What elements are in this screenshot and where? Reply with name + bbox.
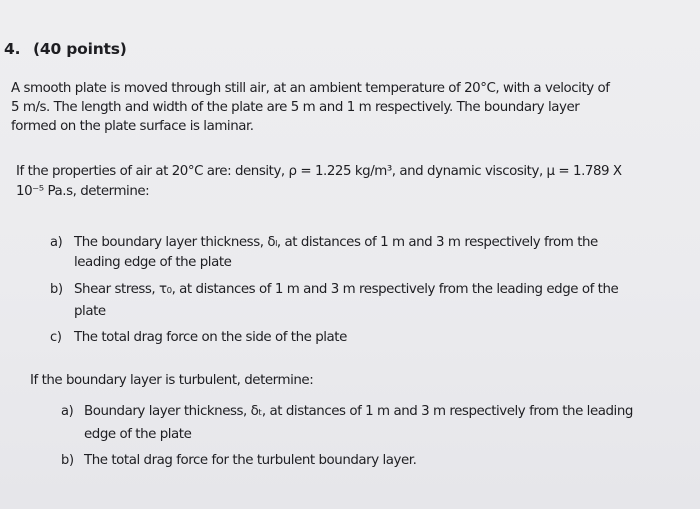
problem-number: 4. bbox=[4, 40, 21, 58]
properties-line-1: If the properties of air at 20°C are: density, ρ = 1.225 kg/m³, and dynamic viscosity, μ = 1.789 X bbox=[16, 164, 622, 179]
intro-line-1: A smooth plate is moved through still air, at an ambient temperature of 20°C, with a velocity of bbox=[11, 81, 610, 96]
turbulent-item-a-marker: a) bbox=[61, 404, 74, 419]
laminar-item-a-line-1: The boundary layer thickness, δₗ, at distances of 1 m and 3 m respectively from the bbox=[74, 235, 598, 250]
problem-points: (40 points) bbox=[33, 40, 127, 58]
turbulent-item-b-marker: b) bbox=[61, 453, 74, 468]
turbulent-item-a-line-2: edge of the plate bbox=[84, 427, 192, 442]
turbulent-item-b-line-1: The total drag force for the turbulent boundary layer. bbox=[84, 453, 417, 468]
laminar-item-c-marker: c) bbox=[50, 330, 62, 345]
laminar-item-b-line-2: plate bbox=[74, 304, 106, 319]
laminar-item-a-line-2: leading edge of the plate bbox=[74, 255, 232, 270]
laminar-item-b-marker: b) bbox=[50, 282, 63, 297]
laminar-item-c-line-1: The total drag force on the side of the plate bbox=[74, 330, 347, 345]
intro-line-3: formed on the plate surface is laminar. bbox=[11, 119, 254, 134]
intro-line-2: 5 m/s. The length and width of the plate are 5 m and 1 m respectively. The boundary layer bbox=[11, 100, 580, 115]
laminar-item-a-marker: a) bbox=[50, 235, 63, 250]
laminar-item-b-line-1: Shear stress, τ₀, at distances of 1 m and 3 m respectively from the leading edge of the bbox=[74, 282, 619, 297]
turbulent-heading: If the boundary layer is turbulent, determine: bbox=[30, 373, 314, 388]
turbulent-item-a-line-1: Boundary layer thickness, δₜ, at distances of 1 m and 3 m respectively from the leading bbox=[84, 404, 633, 419]
properties-line-2: 10⁻⁵ Pa.s, determine: bbox=[16, 184, 150, 199]
